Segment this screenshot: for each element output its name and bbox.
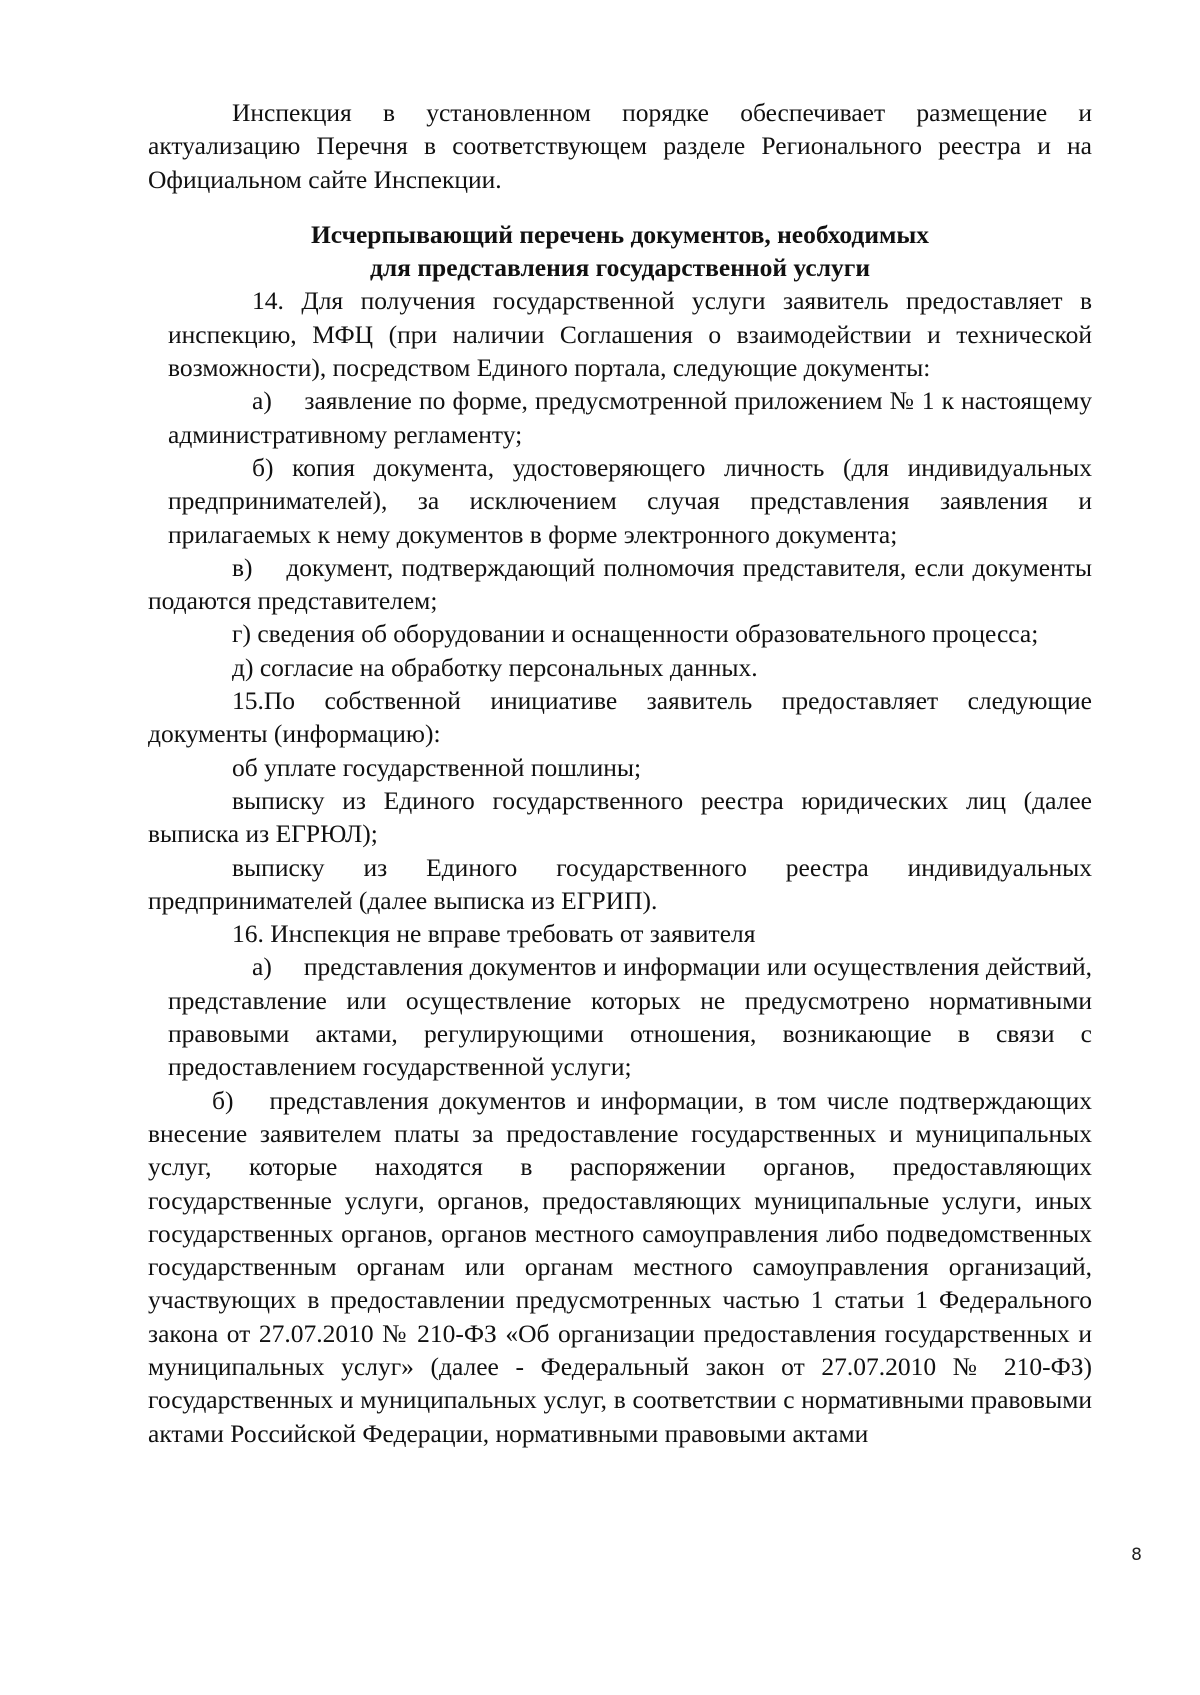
section-body bbox=[148, 284, 1092, 550]
section-heading bbox=[148, 218, 1092, 285]
paragraph-15: 15.По собственной инициативе заявитель предоставляет следующие документы (информацию): bbox=[148, 686, 1092, 749]
section-heading-line-2: для представления государственной услуги bbox=[369, 253, 871, 283]
paragraph-14: 14. Для получения государственной услуги заявитель предоставляет в инспекцию, МФЦ (при наличии Соглашения о взаимодействии и технической возможности), посредством Единого портала, следующие документы: bbox=[168, 286, 1092, 383]
paragraph-16-a-block bbox=[148, 950, 1092, 1083]
paragraph-15-item-2: выписку из Единого государственного реестра юридических лиц (далее выписка из ЕГРЮЛ); bbox=[148, 785, 1092, 849]
document-page bbox=[148, 96, 1092, 1450]
paragraph-14-v: в) документ, подтверждающий полномочия представителя, если документы подаются представителем; bbox=[148, 552, 1092, 616]
section-heading-line-1: Исчерпывающий перечень документов, необходимых bbox=[310, 219, 930, 249]
paragraph-16: 16. Инспекция не вправе требовать от заявителя bbox=[232, 919, 756, 949]
paragraph-14-a: а) заявление по форме, предусмотренной приложением № 1 к настоящему административному регламенту; bbox=[168, 386, 1092, 449]
intro-paragraph: Инспекция в установленном порядке обеспечивает размещение и актуализацию Перечня в соответствующем разделе Регионального реестра и на Официальном сайте Инспекции. bbox=[148, 98, 1092, 194]
paragraph-14-d: д) согласие на обработку персональных данных. bbox=[232, 652, 758, 682]
paragraph-15-item-1: об уплате государственной пошлины; bbox=[232, 752, 642, 782]
paragraph-16-a: а) представления документов и информации или осуществления действий, представление или осуществление которых не предусмотрено нормативными правовыми актами, регулирующими отношения, возникающие в связи с предоставлением государственной услуги; bbox=[168, 952, 1092, 1082]
paragraph-14-g: г) сведения об оборудовании и оснащенности образовательного процесса; bbox=[232, 619, 1039, 649]
paragraph-16-b: б) представления документов и информации, в том числе подтверждающих внесение заявителем платы за предоставление государственных и муниципальных услуг, которые находятся в распоряжении органов, предоставляющих государственные услуги, органов, предоставляющих муниципальные услуги, иных государственных органов, органов местного самоуправления либо подведомственных государственным органам или органам местного самоуправления организаций, участвующих в предоставлении предусмотренных частью 1 статьи 1 Федерального закона от 27.07.2010 № 210-ФЗ «Об организации предоставления государственных и муниципальных услуг» (далее - Федеральный закон от 27.07.2010 № 210-ФЗ) государственных и муниципальных услуг, в соответствии с нормативными правовыми актами Российской Федерации, нормативными правовыми актами bbox=[148, 1085, 1092, 1448]
paragraph-14-b: б) копия документа, удостоверяющего личность (для индивидуальных предпринимателей), за исключением случая представления заявления и прилагаемых к нему документов в форме электронного документа; bbox=[168, 452, 1092, 549]
page-number: 8 bbox=[1131, 1545, 1142, 1565]
paragraph-15-item-3: выписку из Единого государственного реестра индивидуальных предпринимателей (далее выписка из ЕГРИП). bbox=[148, 852, 1092, 915]
